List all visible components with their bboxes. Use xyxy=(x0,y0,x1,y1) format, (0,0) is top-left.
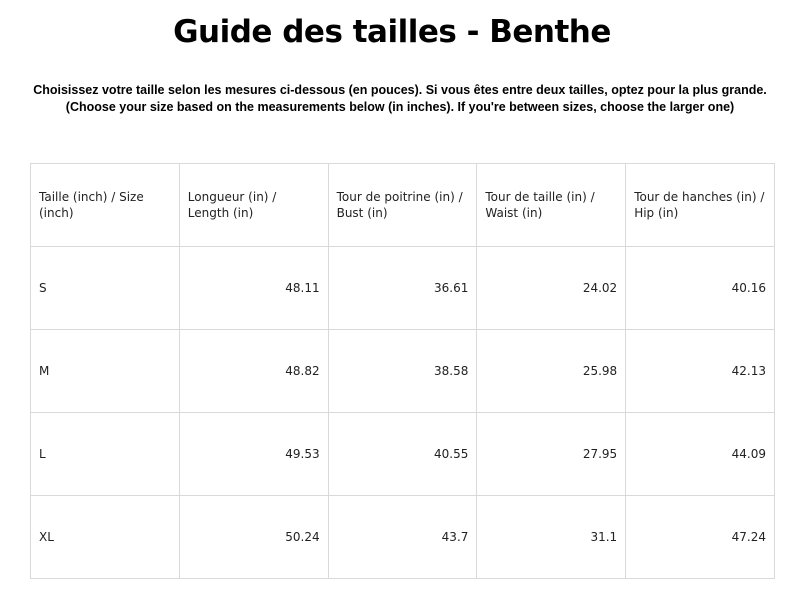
waist-cell: 31.1 xyxy=(477,496,626,579)
hip-cell: 47.24 xyxy=(626,496,775,579)
header-size: Taille (inch) / Size (inch) xyxy=(31,164,180,247)
size-cell: S xyxy=(31,247,180,330)
header-waist: Tour de taille (in) / Waist (in) xyxy=(477,164,626,247)
instructions-english: (Choose your size based on the measurements below (in inches). If you're between sizes, choose the larger one) xyxy=(65,100,735,114)
bust-cell: 36.61 xyxy=(328,247,477,330)
waist-cell: 25.98 xyxy=(477,330,626,413)
table-header-row xyxy=(31,164,775,247)
header-bust: Tour de poitrine (in) / Bust (in) xyxy=(328,164,477,247)
hip-cell: 40.16 xyxy=(626,247,775,330)
length-cell: 48.11 xyxy=(179,247,328,330)
length-cell: 49.53 xyxy=(179,413,328,496)
waist-cell: 27.95 xyxy=(477,413,626,496)
bust-cell: 38.58 xyxy=(328,330,477,413)
instructions-french: Choisissez votre taille selon les mesures ci-dessous (en pouces). Si vous êtes entre deux tailles, optez pour la plus grande. xyxy=(33,83,767,97)
bust-cell: 43.7 xyxy=(328,496,477,579)
header-hip: Tour de hanches (in) / Hip (in) xyxy=(626,164,775,247)
instructions xyxy=(0,82,800,116)
page-title: Guide des tailles - Benthe xyxy=(173,14,611,50)
size-cell: L xyxy=(31,413,180,496)
bust-cell: 40.55 xyxy=(328,413,477,496)
table-row xyxy=(31,330,775,413)
table-row xyxy=(31,496,775,579)
size-table xyxy=(30,163,775,579)
table-row xyxy=(31,247,775,330)
length-cell: 50.24 xyxy=(179,496,328,579)
hip-cell: 44.09 xyxy=(626,413,775,496)
size-cell: M xyxy=(31,330,180,413)
table-row xyxy=(31,413,775,496)
length-cell: 48.82 xyxy=(179,330,328,413)
size-cell: XL xyxy=(31,496,180,579)
waist-cell: 24.02 xyxy=(477,247,626,330)
header-length: Longueur (in) / Length (in) xyxy=(179,164,328,247)
hip-cell: 42.13 xyxy=(626,330,775,413)
